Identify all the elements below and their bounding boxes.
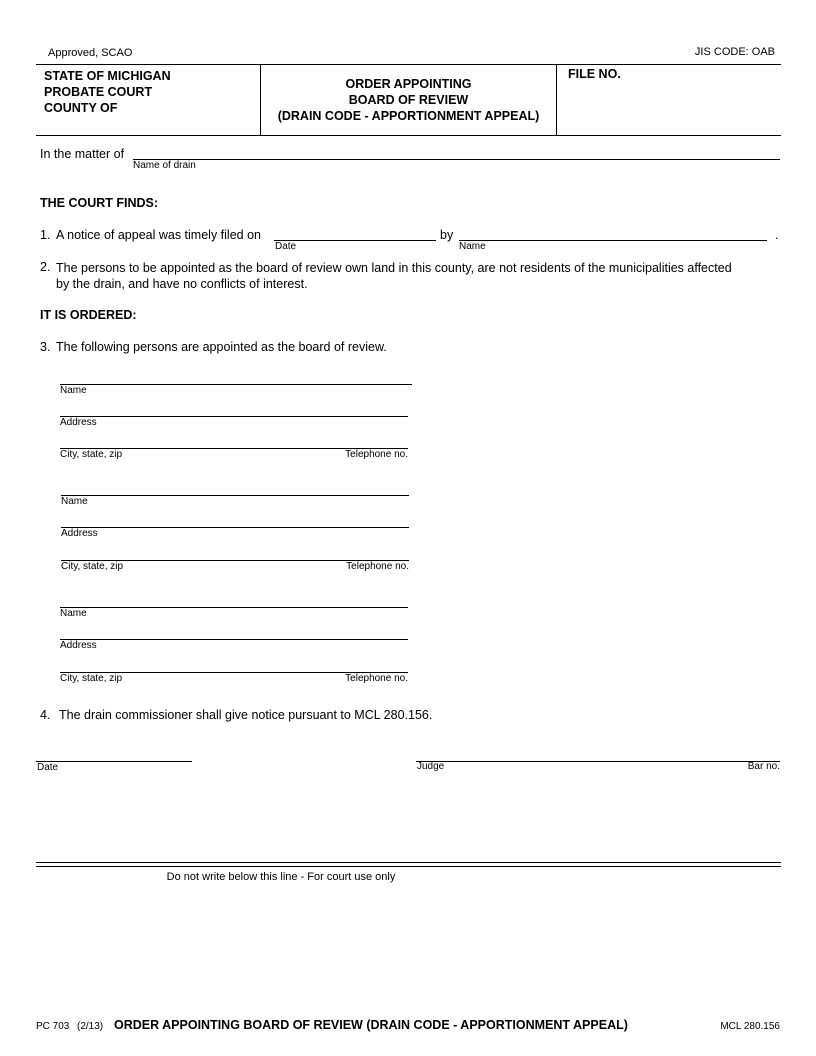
member-1-phone-caption: Telephone no. — [345, 449, 408, 460]
appeal-date-field[interactable] — [274, 240, 436, 241]
item-2-line-2: by the drain, and have no conflicts of interest. — [56, 277, 308, 291]
item-1-period: . — [775, 228, 779, 242]
court-block — [44, 68, 171, 116]
court-county: COUNTY OF — [44, 101, 118, 115]
bar-no-caption: Bar no. — [747, 761, 780, 772]
ordered-heading: IT IS ORDERED: — [40, 308, 137, 322]
member-3-city-caption: City, state, zip — [60, 673, 123, 684]
header-divider-right — [556, 64, 557, 135]
member-1-address-field[interactable] — [60, 416, 408, 417]
jis-code: JIS CODE: OAB — [694, 46, 775, 58]
court-state: STATE OF MICHIGAN — [44, 69, 171, 83]
item-1-number: 1. — [40, 228, 51, 242]
member-2-name-field[interactable] — [61, 495, 409, 496]
item-2-line-1: The persons to be appointed as the board of review own land in this county, are not residents of the municipalities affected — [56, 261, 732, 275]
member-2-name-caption: Name — [61, 496, 88, 507]
member-3-address-caption: Address — [60, 640, 97, 651]
court-use-rule-lower — [36, 866, 781, 867]
judge-caption: Judge — [417, 761, 445, 772]
order-date-field[interactable] — [36, 761, 192, 762]
item-4-number: 4. — [40, 708, 51, 722]
appellant-name-caption: Name — [459, 241, 486, 252]
item-3-number: 3. — [40, 340, 51, 354]
file-no-label: FILE NO. — [568, 67, 621, 81]
matter-label: In the matter of — [40, 147, 125, 161]
drain-name-field[interactable] — [133, 159, 780, 160]
header-top-rule — [36, 64, 781, 65]
appeal-date-caption: Date — [275, 241, 297, 252]
item-1-text: A notice of appeal was timely filed on — [56, 228, 261, 242]
findings-heading — [40, 196, 158, 210]
approved-label: Approved, SCAO — [48, 47, 133, 59]
form-title-line-3: (DRAIN CODE - APPORTIONMENT APPEAL) — [277, 109, 540, 123]
appellant-name-field[interactable] — [459, 240, 767, 241]
member-2-address-caption: Address — [61, 528, 98, 539]
member-1-name-field[interactable] — [60, 384, 412, 385]
form-title-block — [261, 76, 556, 124]
item-2-text — [56, 260, 732, 292]
drain-name-caption: Name of drain — [133, 160, 196, 171]
findings-heading-text: THE COURT FINDS: — [40, 196, 159, 210]
header-bottom-rule — [36, 135, 781, 136]
form-number: PC 703 — [36, 1021, 70, 1032]
member-1-address-caption: Address — [60, 417, 97, 428]
member-3-name-caption: Name — [60, 608, 87, 619]
form-title-line-1: ORDER APPOINTING — [345, 77, 472, 91]
member-2-address-field[interactable] — [61, 527, 409, 528]
court-name: PROBATE COURT — [44, 85, 153, 99]
member-3-name-field[interactable] — [60, 607, 408, 608]
member-2-phone-caption: Telephone no. — [346, 561, 409, 572]
member-3-address-field[interactable] — [60, 639, 408, 640]
member-1-city-caption: City, state, zip — [60, 449, 123, 460]
item-4-text: The drain commissioner shall give notice pursuant to MCL 280.156. — [59, 708, 433, 722]
item-2-number: 2. — [40, 260, 51, 274]
footer-statute: MCL 280.156 — [720, 1021, 780, 1032]
court-use-notice: Do not write below this line - For court use only — [166, 871, 396, 883]
court-use-rule-upper — [36, 862, 781, 863]
member-3-phone-caption: Telephone no. — [345, 673, 408, 684]
order-date-caption: Date — [37, 762, 59, 773]
item-3-text: The following persons are appointed as the board of review. — [56, 340, 387, 354]
item-1-by: by — [440, 228, 454, 242]
member-1-name-caption: Name — [60, 385, 87, 396]
member-2-city-caption: City, state, zip — [61, 561, 124, 572]
form-revision: (2/13) — [77, 1021, 104, 1032]
footer-title: ORDER APPOINTING BOARD OF REVIEW (DRAIN CODE - APPORTIONMENT APPEAL) — [114, 1018, 628, 1032]
form-title-line-2: BOARD OF REVIEW — [348, 93, 469, 107]
